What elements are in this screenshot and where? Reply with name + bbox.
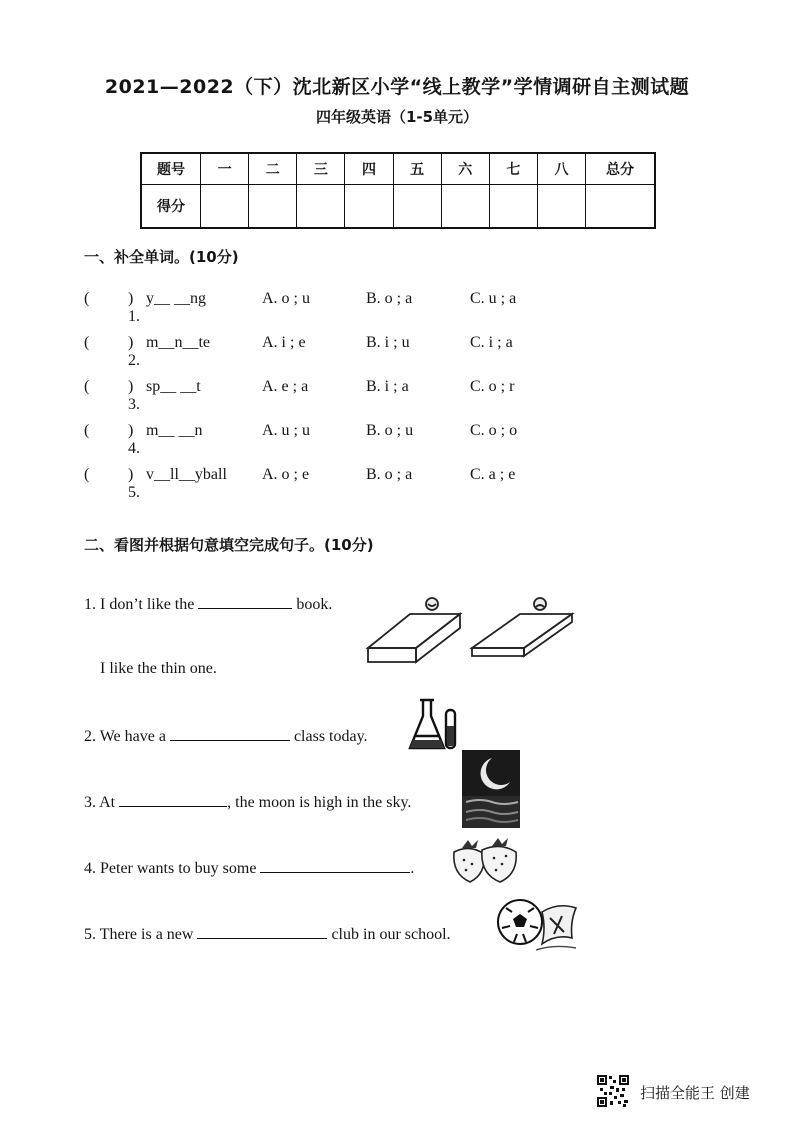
score-header-cell: 七: [489, 153, 537, 185]
section2-question-1-line2: I like the thin one.: [100, 660, 217, 677]
score-cell[interactable]: [441, 185, 489, 229]
score-cell[interactable]: [489, 185, 537, 229]
answer-paren[interactable]: (: [84, 290, 90, 307]
score-header-cell: 五: [393, 153, 441, 185]
option-a: A. i ; e: [262, 334, 306, 351]
score-table: [140, 152, 656, 229]
score-cell[interactable]: [297, 185, 345, 229]
section1-question-2: [84, 334, 513, 370]
score-cell[interactable]: [586, 185, 656, 229]
section2-title: 二、看图并根据句意填空完成句子。(10分): [84, 536, 374, 554]
score-cell[interactable]: [537, 185, 585, 229]
section1-question-4: [84, 422, 517, 458]
section1-title: 一、补全单词。(10分): [84, 248, 239, 266]
section1-question-1: [84, 290, 516, 326]
question-number: ) 3.: [128, 378, 140, 413]
score-row-label: 得分: [141, 185, 201, 229]
science-flask-icon: [406, 696, 460, 754]
sentence-start: 2. We have a: [84, 728, 166, 745]
answer-blank[interactable]: [119, 792, 227, 807]
option-b: B. i ; a: [366, 378, 409, 395]
answer-paren[interactable]: (: [84, 334, 90, 351]
score-header-cell: 六: [441, 153, 489, 185]
question-number: ) 4.: [128, 422, 140, 457]
option-c: C. a ; e: [470, 466, 516, 483]
option-b: B. i ; u: [366, 334, 410, 351]
score-header-cell: 一: [201, 153, 249, 185]
section2-question-3: [84, 792, 411, 812]
scanner-watermark: 扫描全能王 创建: [640, 1084, 750, 1102]
score-header-cell: 三: [297, 153, 345, 185]
option-b: B. o ; a: [366, 290, 413, 307]
sentence-start: 1. I don’t like the: [84, 596, 195, 613]
option-a: A. u ; u: [262, 422, 310, 439]
score-cell[interactable]: [249, 185, 297, 229]
answer-blank[interactable]: [197, 924, 327, 939]
answer-blank[interactable]: [170, 726, 290, 741]
answer-blank[interactable]: [198, 594, 292, 609]
page-title: 2021—2022（下）沈北新区小学“线上教学”学情调研自主测试题: [104, 76, 690, 98]
score-header-cell: 总分: [586, 153, 656, 185]
section1-question-5: [84, 466, 515, 502]
score-header-cell: 四: [345, 153, 393, 185]
sentence-end: book.: [296, 596, 333, 613]
football-club-icon: [496, 892, 584, 960]
option-c: C. o ; o: [470, 422, 518, 439]
sentence-end: .: [410, 860, 415, 877]
sentence-end: club in our school.: [331, 926, 451, 943]
answer-paren[interactable]: (: [84, 422, 90, 439]
thick-book-icon: [368, 598, 460, 662]
score-table-score-row: [141, 185, 655, 229]
section2-question-5: [84, 924, 451, 944]
score-header-cell: 题号: [141, 153, 201, 185]
option-c: C. u ; a: [470, 290, 517, 307]
answer-blank[interactable]: [260, 858, 410, 873]
question-word: m__ __n: [146, 422, 203, 439]
option-b: B. o ; u: [366, 422, 414, 439]
question-number: ) 2.: [128, 334, 140, 369]
books-picture: [360, 596, 580, 676]
sentence-start: 5. There is a new: [84, 926, 194, 943]
score-cell[interactable]: [393, 185, 441, 229]
section1-question-3: [84, 378, 514, 414]
strawberries-icon: [448, 838, 524, 884]
sentence-end: class today.: [293, 728, 368, 745]
question-number: ) 5.: [128, 466, 140, 501]
qr-code-icon: [596, 1074, 630, 1108]
sentence-start: 4. Peter wants to buy some: [84, 860, 257, 877]
score-table-header-row: [141, 153, 655, 185]
sentence-end: , the moon is high in the sky.: [227, 794, 412, 811]
answer-paren[interactable]: (: [84, 378, 90, 395]
sentence-start: 3. At: [84, 794, 116, 811]
score-cell[interactable]: [345, 185, 393, 229]
score-header-cell: 八: [537, 153, 585, 185]
section2-question-2: [84, 726, 368, 746]
question-word: m__n__te: [146, 334, 210, 351]
question-word: y__ __ng: [146, 290, 206, 307]
page-subtitle: 四年级英语（1-5单元）: [315, 108, 479, 126]
score-cell[interactable]: [201, 185, 249, 229]
question-number: ) 1.: [128, 290, 140, 325]
option-b: B. o ; a: [366, 466, 413, 483]
option-c: C. i ; a: [470, 334, 513, 351]
option-a: A. o ; u: [262, 290, 310, 307]
section2-question-4: [84, 858, 414, 878]
night-moon-icon: [462, 750, 520, 828]
section2-question-1: [84, 594, 332, 614]
option-c: C. o ; r: [470, 378, 515, 395]
question-word: sp__ __t: [146, 378, 201, 395]
option-a: A. e ; a: [262, 378, 309, 395]
score-header-cell: 二: [249, 153, 297, 185]
question-word: v__ll__yball: [146, 466, 227, 483]
answer-paren[interactable]: (: [84, 466, 90, 483]
thin-book-icon: [472, 598, 572, 656]
option-a: A. o ; e: [262, 466, 310, 483]
